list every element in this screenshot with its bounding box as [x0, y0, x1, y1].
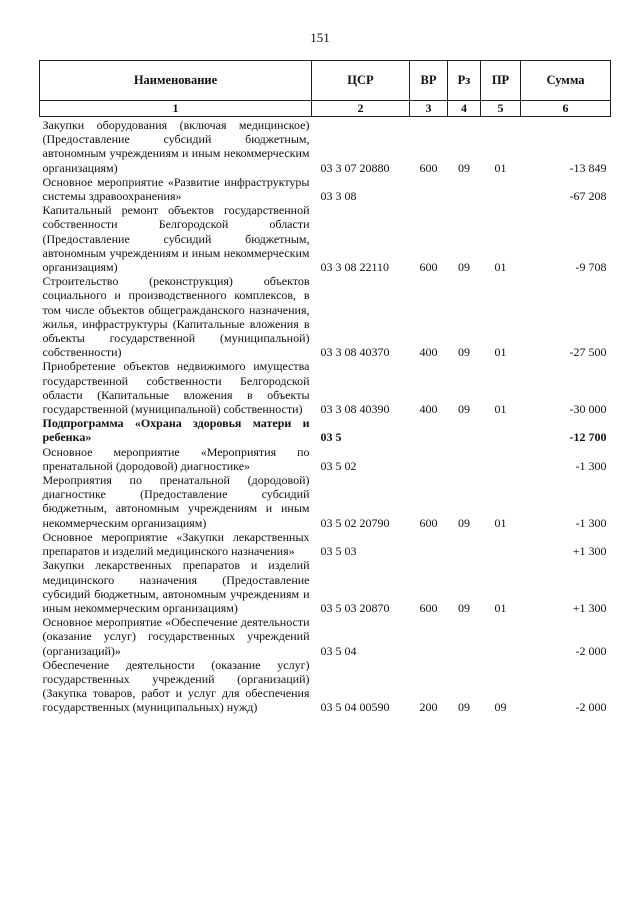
budget-table — [39, 60, 611, 715]
row-pr-code — [481, 445, 521, 473]
row-vr-code — [410, 445, 448, 473]
row-amount: -2 000 — [575, 643, 607, 658]
row-vr-code — [410, 530, 448, 558]
row-amount: +1 300 — [572, 600, 607, 615]
table-row — [40, 117, 611, 175]
row-pr-code — [481, 416, 521, 444]
row-pr-code — [481, 530, 521, 558]
table-row — [40, 445, 611, 473]
row-amount: -13 849 — [569, 160, 607, 175]
column-number: 1 — [40, 101, 312, 117]
row-name: Капитальный ремонт объектов государственной собственности Белгородской области (Предоставление субсидий бюджетным, автономным учреждениям и иным некоммерческим организациям) — [42, 203, 310, 275]
row-vr-code — [410, 416, 448, 444]
table-row — [40, 274, 611, 359]
row-csr-code: 03 3 08 22110 — [320, 260, 390, 275]
row-csr-code: 03 5 02 20790 — [320, 515, 390, 530]
row-csr-code: 03 3 08 — [320, 189, 357, 204]
row-vr-code: 600 — [419, 600, 438, 615]
header-pr: ПР — [481, 61, 521, 101]
row-amount: -1 300 — [575, 515, 607, 530]
row-vr-code: 400 — [419, 402, 438, 417]
row-name: Строительство (реконструкция) объектов социального и производственного комплексов, в том числе объектов общегражданского назначения, жилья, инфраструктуры (Капитальные вложения в объекты государственной (муниципальной) собственности) — [42, 274, 310, 360]
header-name: Наименование — [40, 61, 312, 101]
row-amount: -1 300 — [575, 458, 607, 473]
row-amount: -9 708 — [575, 260, 607, 275]
table-row — [40, 658, 611, 715]
table-row — [40, 615, 611, 658]
row-pr-code: 01 — [494, 600, 507, 615]
column-number: 3 — [410, 101, 448, 117]
row-rz-code: 09 — [458, 600, 470, 615]
row-csr-code: 03 3 08 40390 — [320, 402, 390, 417]
row-vr-code: 600 — [419, 515, 438, 530]
row-vr-code: 200 — [419, 700, 438, 715]
header-vr: ВР — [410, 61, 448, 101]
row-rz-code: 09 — [458, 345, 470, 360]
row-pr-code — [481, 175, 521, 203]
row-name: Основное мероприятие «Закупки лекарственных препаратов и изделий медицинского назначения» — [42, 529, 310, 559]
page-number: 151 — [310, 30, 330, 45]
row-pr-code: 09 — [494, 700, 507, 715]
row-vr-code: 400 — [419, 345, 438, 360]
table-row — [40, 558, 611, 615]
column-number: 5 — [481, 101, 521, 117]
row-csr-code: 03 3 07 20880 — [320, 160, 390, 175]
column-number: 6 — [521, 101, 611, 117]
row-name: Подпрограмма «Охрана здоровья матери и ребенка» — [42, 416, 310, 445]
row-csr-code: 03 5 03 — [320, 544, 357, 559]
table-row — [40, 203, 611, 274]
row-csr-code: 03 5 03 20870 — [320, 600, 390, 615]
column-number: 2 — [312, 101, 410, 117]
table-row — [40, 473, 611, 530]
header-csr: ЦСР — [312, 61, 410, 101]
row-rz-code: 09 — [458, 700, 470, 715]
row-name: Закупки оборудования (включая медицинское) (Предоставление субсидий бюджетным, автономным учреждениям и иным некоммерческим организациям) — [42, 118, 310, 175]
header-sum: Сумма — [521, 61, 611, 101]
header-row — [40, 61, 611, 101]
row-pr-code: 01 — [494, 402, 507, 417]
header-rz: Рз — [448, 61, 481, 101]
row-amount: +1 300 — [572, 544, 607, 559]
row-amount: -27 500 — [569, 345, 607, 360]
row-rz-code — [448, 416, 481, 444]
row-rz-code — [448, 530, 481, 558]
row-name: Основное мероприятие «Обеспечение деятельности (оказание услуг) государственных учреждений (организаций)» — [42, 615, 310, 658]
row-csr-code: 03 5 04 — [320, 643, 357, 658]
row-amount: -2 000 — [575, 700, 607, 715]
table-body — [40, 117, 611, 715]
row-vr-code: 600 — [419, 260, 438, 275]
table-row — [40, 416, 611, 444]
row-name: Закупки лекарственных препаратов и изделий медицинского назначения (Предоставление субсидий бюджетным, автономным учреждениям и иным некоммерческим организациям) — [42, 558, 310, 615]
column-number: 4 — [448, 101, 481, 117]
row-rz-code: 09 — [458, 402, 470, 417]
row-vr-code — [410, 615, 448, 658]
row-csr-code: 03 5 04 00590 — [320, 700, 390, 715]
row-name: Мероприятия по пренатальной (дородовой) диагностике (Предоставление субсидий бюджетным, автономным учреждениям и иным некоммерческим организациям) — [42, 473, 310, 530]
row-name: Приобретение объектов недвижимого имущества государственной собственности Белгородской области (Капитальные вложения в объекты государственной (муниципальной) собственности) — [42, 359, 310, 417]
row-csr-code: 03 5 02 — [320, 458, 357, 473]
row-vr-code — [410, 175, 448, 203]
row-csr-code: 03 5 — [320, 430, 342, 445]
row-rz-code — [448, 445, 481, 473]
row-rz-code: 09 — [458, 160, 470, 175]
table-row — [40, 530, 611, 558]
column-number-row — [40, 101, 611, 117]
table-row — [40, 359, 611, 416]
row-rz-code — [448, 175, 481, 203]
row-pr-code: 01 — [494, 260, 507, 275]
row-amount: -67 208 — [569, 189, 607, 204]
row-pr-code: 01 — [494, 515, 507, 530]
row-pr-code — [481, 615, 521, 658]
row-name: Обеспечение деятельности (оказание услуг) государственных учреждений (организаций) (Закупка товаров, работ и услуг для обеспечения государственных (муниципальных) нужд) — [42, 657, 310, 715]
row-rz-code: 09 — [458, 515, 470, 530]
row-name: Основное мероприятие «Мероприятия по пренатальной (дородовой) диагностике» — [42, 444, 310, 473]
row-amount: -30 000 — [569, 402, 607, 417]
row-amount: -12 700 — [569, 430, 607, 445]
row-pr-code: 01 — [494, 345, 507, 360]
row-vr-code: 600 — [419, 160, 438, 175]
row-name: Основное мероприятие «Развитие инфраструктуры системы здравоохранения» — [42, 174, 310, 204]
row-pr-code: 01 — [494, 160, 507, 175]
row-rz-code — [448, 615, 481, 658]
row-csr-code: 03 3 08 40370 — [320, 345, 390, 360]
row-rz-code: 09 — [458, 260, 470, 275]
table-row — [40, 175, 611, 203]
